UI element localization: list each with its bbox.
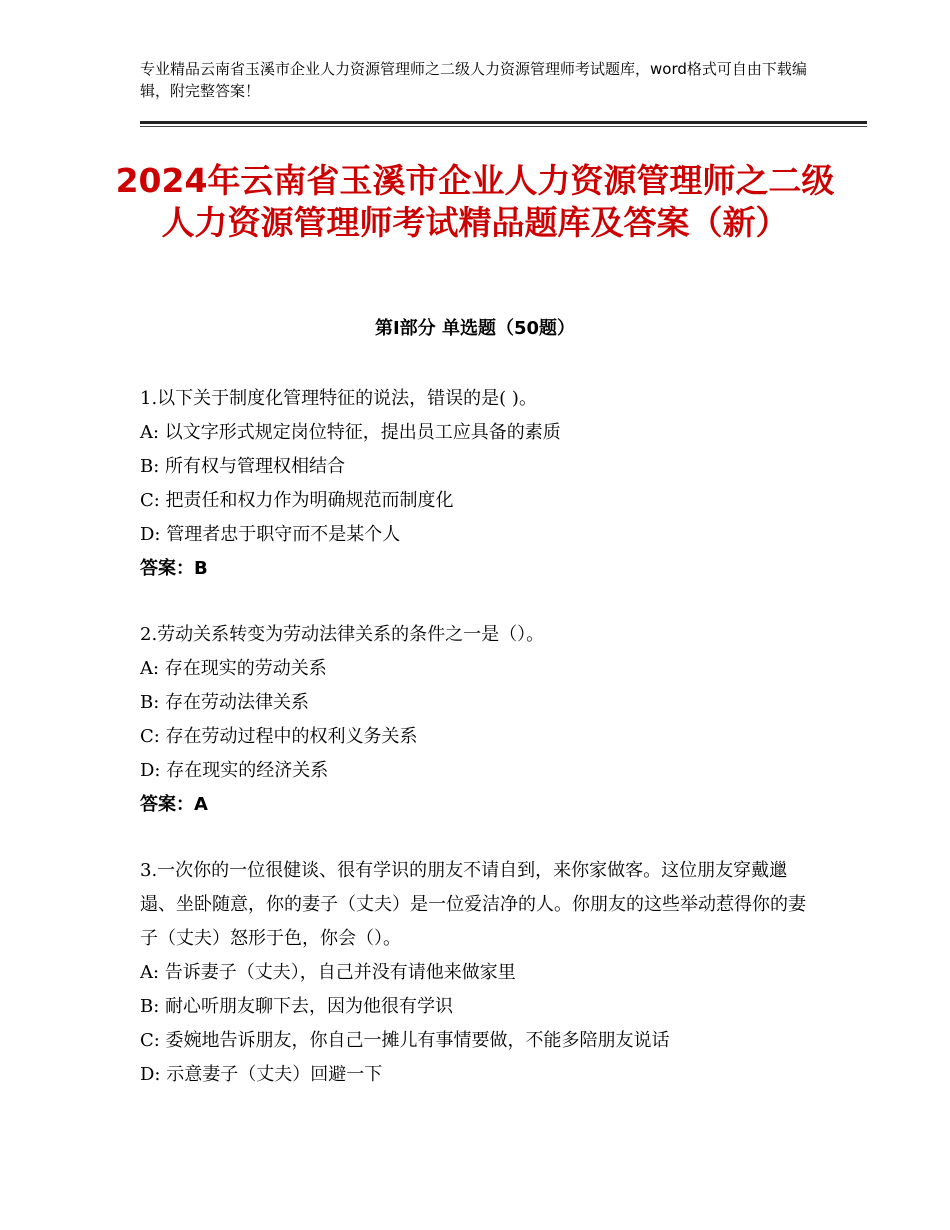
option-c: C: 把责任和权力作为明确规范而制度化 (140, 490, 454, 511)
question-3 (140, 854, 820, 1092)
header-divider-thin (140, 126, 867, 127)
document-title: 2024年云南省玉溪市企业人力资源管理师之二级人力资源管理师考试精品题库及答案（新） (115, 161, 835, 242)
option-a: A: 以文字形式规定岗位特征，提出员工应具备的素质 (140, 422, 561, 443)
question-stem: 1.以下关于制度化管理特征的说法，错误的是( )。 (140, 388, 537, 409)
option-c: C: 存在劳动过程中的权利义务关系 (140, 726, 418, 747)
question-2 (140, 618, 820, 822)
question-stem: 3.一次你的一位很健谈、很有学识的朋友不请自到，来你家做客。这位朋友穿戴邋遢、坐卧随意，你的妻子（丈夫）是一位爱洁净的人。你朋友的这些举动惹得你的妻子（丈夫）怒形于色，你会（）。 (140, 860, 806, 949)
header-divider-thick (140, 121, 867, 124)
option-a: A: 存在现实的劳动关系 (140, 658, 327, 679)
option-a: A: 告诉妻子（丈夫），自己并没有请他来做家里 (140, 962, 516, 983)
option-d: D: 存在现实的经济关系 (140, 760, 329, 781)
option-c: C: 委婉地告诉朋友，你自己一摊儿有事情要做，不能多陪朋友说话 (140, 1030, 670, 1051)
option-b: B: 耐心听朋友聊下去，因为他很有学识 (140, 996, 454, 1017)
option-d: D: 示意妻子（丈夫）回避一下 (140, 1064, 383, 1085)
section-title: 第Ⅰ部分 单选题（50题） (374, 318, 575, 339)
question-stem: 2.劳动关系转变为劳动法律关系的条件之一是（）。 (140, 624, 545, 645)
header-note: 专业精品云南省玉溪市企业人力资源管理师之二级人力资源管理师考试题库，word格式可自由下载编辑，附完整答案！ (140, 60, 807, 100)
answer: 答案：A (140, 794, 208, 815)
question-1 (140, 382, 820, 586)
answer: 答案：B (140, 558, 208, 579)
option-b: B: 所有权与管理权相结合 (140, 456, 346, 477)
option-d: D: 管理者忠于职守而不是某个人 (140, 524, 401, 545)
option-b: B: 存在劳动法律关系 (140, 692, 310, 713)
question-list (140, 382, 820, 1124)
